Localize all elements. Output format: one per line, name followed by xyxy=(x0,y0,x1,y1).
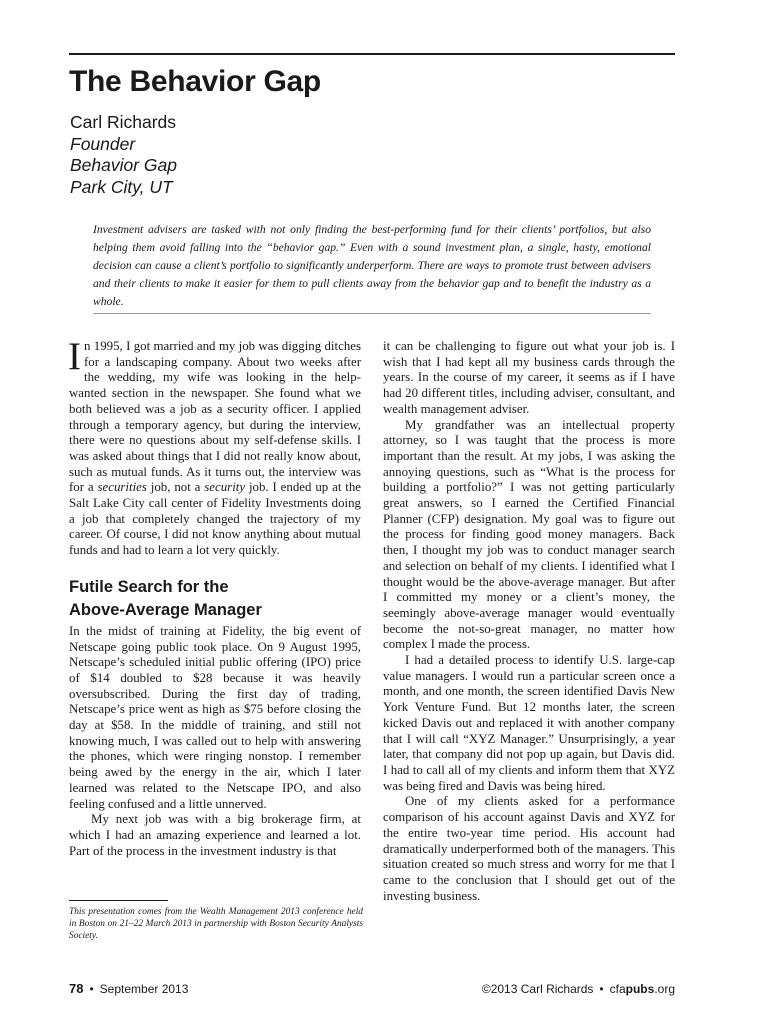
author-organization: Behavior Gap xyxy=(70,155,178,175)
author-location: Park City, UT xyxy=(70,176,173,197)
section-heading xyxy=(69,576,361,622)
footnote-rule xyxy=(69,900,168,901)
footer-left xyxy=(69,980,188,998)
site-prefix: cfa xyxy=(609,982,626,996)
intro-text-1: n 1995, I got married and my job was digging ditches for a landscaping company. About two weeks after the wedding, my wife was looking in the help-wanted section in the newspaper. She found what we both believed was a job as a security officer. I applied through a temporary agency, but during the interview, there were no questions about my self-defense skills. I was asked about things that I did not really know about, such as mutual funds. As it turns out, the interview was for a xyxy=(69,339,361,495)
footer-bullet: • xyxy=(89,982,94,996)
body-paragraph: My grandfather was an intellectual property attorney, so I was taught that the process is more important than the result. At my jobs, I was asking the annoying questions, such as “What is the process for building a portfolio?” I was not getting particularly great answers, so I earned the Certified Financial Planner (CFP) designation. My goal was to figure out the process for finding good money managers. Back then, I thought my job was to conduct manager search and selection on behalf of my clients. I identified what I thought would be the above-average manager. But after I committed my money or a client’s money, the seemingly above-average manager would eventually become the not-so-great manager, no matter how complex I made the process. xyxy=(383,417,675,652)
footer-bullet: • xyxy=(599,982,604,996)
body-column-left xyxy=(68,335,362,859)
site-suffix: .org xyxy=(654,982,675,996)
intro-emphasis-security: security xyxy=(204,480,246,495)
author-block xyxy=(70,112,177,198)
abstract-rule xyxy=(93,313,651,314)
intro-text-3: job. I ended up at the Salt Lake City call center of Fidelity Investments doing a job that completely changed the trajectory of my career. Of course, I did not know anything about mutual funds and had to learn a lot very quickly. xyxy=(69,480,362,558)
body-paragraph: I had a detailed process to identify U.S. large-cap value managers. I would run a particular screen once a month, and one month, the screen identified Davis New York Venture Fund. But 12 months later, the screen kicked Davis out and replaced it with another company that I will call “XYZ Manager.” Unsurprisingly, a year later, that company did not pop up again, but Davis did. I had to call all of my clients and inform them that XYZ was being fired and Davis was being hired. xyxy=(383,653,675,793)
section-heading-line-1: Futile Search for the xyxy=(69,577,229,596)
drop-cap: I xyxy=(68,335,81,378)
intro-paragraph xyxy=(68,335,362,559)
intro-text-2: job, not a xyxy=(146,480,205,495)
article-title: The Behavior Gap xyxy=(69,65,321,98)
footer-right xyxy=(482,980,675,998)
issue-date: September 2013 xyxy=(99,982,189,996)
site-link[interactable] xyxy=(610,982,675,996)
body-paragraph: One of my clients asked for a performance comparison of his account against Davis and XYZ for the entire two-year time period. His account had dramatically underperformed both of the managers. This situation created so much stress and worry for me that I came to the conclusion that I should get out of the investing business. xyxy=(383,794,675,903)
page-number: 78 xyxy=(69,981,84,996)
site-bold: pubs xyxy=(625,982,655,996)
body-paragraph: In the midst of training at Fidelity, the big event of Netscape going public took place. On 9 August 1995, Netscape’s scheduled initial public offering (IPO) price of $14 doubled to $28 because it was heavily oversubscribed. During the first day of trading, Netscape’s price went as high as $75 before closing the day at $58. In the middle of training, and still not knowing much, I was called out to help with answering the phones, which were ringing nonstop. I remember being awed by the energy in the air, which I later learned was related to the Netscape IPO, and also feeling confused and a little unnerved. xyxy=(69,623,361,811)
footnote: This presentation comes from the Wealth Management 2013 conference held in Boston on 21–22 March 2013 in partnership with Boston Security Analysts Society. xyxy=(69,907,363,942)
author-name: Carl Richards xyxy=(70,112,176,132)
top-rule xyxy=(69,53,675,55)
body-paragraph: it can be challenging to figure out what your job is. I wish that I had kept all my business cards through the years. In the course of my career, it seems as if I have had 20 different titles, including adviser, consultant, and wealth management adviser. xyxy=(383,339,675,416)
section-heading-line-2: Above-Average Manager xyxy=(69,600,262,619)
body-column-right xyxy=(383,339,675,904)
copyright: ©2013 Carl Richards xyxy=(481,982,594,996)
intro-emphasis-securities: securities xyxy=(97,480,147,495)
page-footer xyxy=(69,980,675,998)
body-paragraph: My next job was with a big brokerage firm, at which I had an amazing experience and learned a lot. Part of the process in the investment industry is that xyxy=(69,812,361,858)
abstract: Investment advisers are tasked with not only finding the best-performing fund for their clients’ portfolios, but also helping them avoid falling into the “behavior gap.” Even with a sound investment plan, a single, hasty, emotional decision can cause a client’s portfolio to significantly underperform. There are ways to promote trust between advisers and their clients to make it easier for them to pull clients away from the behavior gap and to benefit the industry as a whole. xyxy=(93,223,651,308)
author-role: Founder xyxy=(70,133,136,154)
